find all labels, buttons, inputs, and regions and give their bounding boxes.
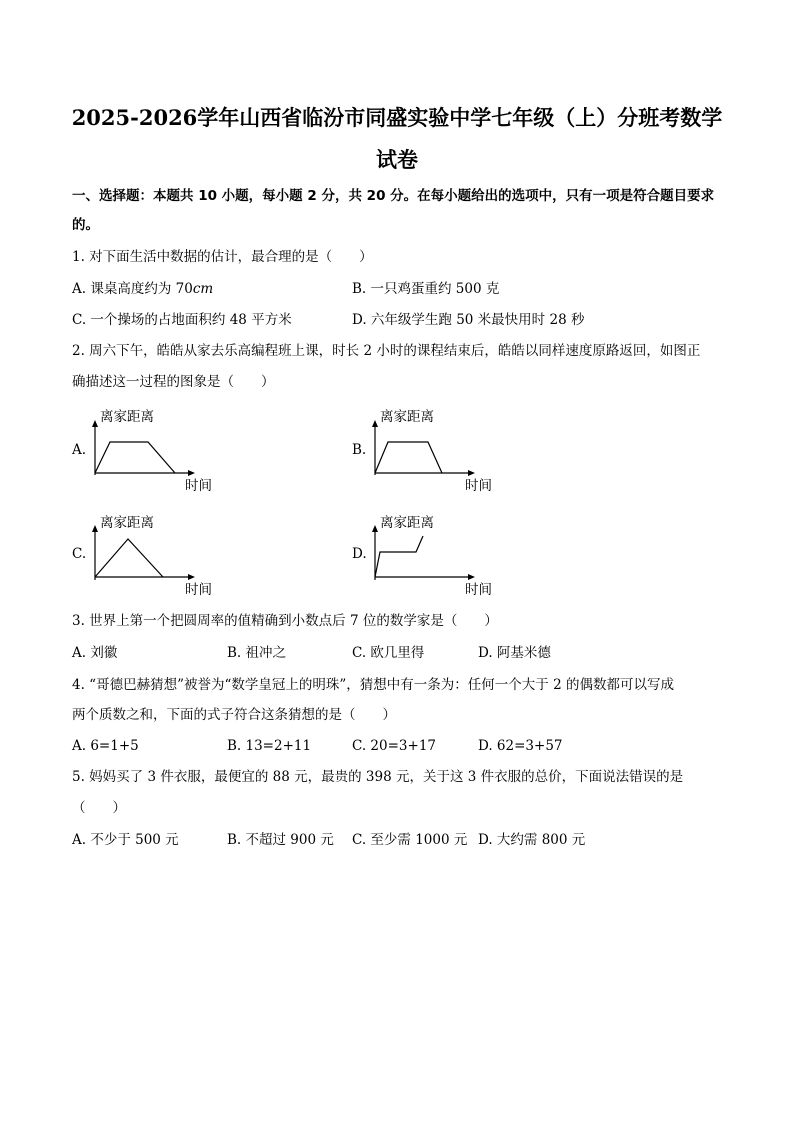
- question-4-stem-line-2: 两个质数之和，下面的式子符合这条猜想的是（ ）: [72, 707, 396, 723]
- question-3-option-c[interactable]: C. 欧几里得: [352, 645, 425, 661]
- question-4-option-a[interactable]: A. 6=1+5: [72, 738, 139, 754]
- graph-d-curve: [375, 536, 423, 577]
- graph-b-letter[interactable]: B.: [352, 442, 367, 458]
- graph-a-x-arrow-icon: [188, 470, 195, 476]
- graph-c-y-arrow-icon: [92, 525, 98, 532]
- graph-b-y-arrow-icon: [372, 420, 378, 427]
- graph-b-curve: [375, 442, 442, 473]
- graph-d-letter[interactable]: D.: [352, 546, 367, 562]
- question-5-option-b[interactable]: B. 不超过 900 元: [227, 832, 334, 848]
- page-title-line-2: 试卷: [376, 147, 418, 172]
- question-1-option-a[interactable]: A. 课桌高度约为 70cm: [72, 281, 214, 297]
- question-1-option-c[interactable]: C. 一个操场的占地面积约 48 平方米: [72, 312, 292, 328]
- section-heading: [72, 186, 732, 206]
- question-5-option-c[interactable]: C. 至少需 1000 元: [352, 832, 468, 848]
- graph-c-curve: [95, 539, 163, 577]
- question-5-stem-line-1: 5. 妈妈买了 3 件衣服，最便宜的 88 元，最贵的 398 元，关于这 3 件衣服的总价，下面说法错误的是: [72, 769, 684, 785]
- graph-b[interactable]: [370, 420, 480, 480]
- graph-d-y-arrow-icon: [372, 525, 378, 532]
- graph-d-xlabel: 时间: [465, 582, 492, 598]
- graph-c[interactable]: [90, 525, 200, 585]
- question-1-option-d[interactable]: D. 六年级学生跑 50 米最快用时 28 秒: [352, 312, 585, 328]
- question-4-option-b[interactable]: B. 13=2+11: [227, 738, 312, 754]
- graph-a-xlabel: 时间: [185, 478, 212, 494]
- question-3-stem: 3. 世界上第一个把圆周率的值精确到小数点后 7 位的数学家是（ ）: [72, 613, 498, 629]
- graph-d-x-arrow-icon: [468, 574, 475, 580]
- question-4-option-d[interactable]: D. 62=3+57: [478, 738, 563, 754]
- graph-b-ylabel: 离家距离: [380, 409, 434, 425]
- question-3-option-d[interactable]: D. 阿基米德: [478, 645, 551, 661]
- option-a-unit: cm: [192, 281, 214, 297]
- graph-b-x-arrow-icon: [468, 470, 475, 476]
- graph-a[interactable]: [90, 420, 200, 480]
- question-2-stem-line-2: 确描述这一过程的图象是（ ）: [72, 374, 275, 390]
- graph-a-y-arrow-icon: [92, 420, 98, 427]
- graph-c-ylabel: 离家距离: [100, 515, 154, 531]
- graph-c-x-arrow-icon: [188, 574, 195, 580]
- question-4-option-c[interactable]: C. 20=3+17: [352, 738, 436, 754]
- question-5-stem-line-2: （ ）: [72, 800, 126, 816]
- section-heading-line-2: 的。: [72, 217, 99, 233]
- section-heading-cont: [72, 215, 732, 235]
- question-1-stem: 1. 对下面生活中数据的估计，最合理的是（ ）: [72, 249, 373, 265]
- graph-b-xlabel: 时间: [465, 478, 492, 494]
- graph-a-ylabel: 离家距离: [100, 409, 154, 425]
- question-3-option-b[interactable]: B. 祖冲之: [227, 645, 287, 661]
- graph-a-letter[interactable]: A.: [72, 442, 87, 458]
- graph-c-xlabel: 时间: [185, 582, 212, 598]
- graph-c-letter[interactable]: C.: [72, 546, 87, 562]
- question-5-option-a[interactable]: A. 不少于 500 元: [72, 832, 179, 848]
- page-title-line-1: 2025-2026学年山西省临汾市同盛实验中学七年级（上）分班考数学: [71, 105, 723, 130]
- question-2-stem-line-1: 2. 周六下午，皓皓从家去乐高编程班上课，时长 2 小时的课程结束后，皓皓以同样速度原路返回，如图正: [72, 343, 701, 359]
- question-3-option-a[interactable]: A. 刘徽: [72, 645, 118, 661]
- question-4-stem-line-1: 4. “哥德巴赫猜想”被誉为“数学皇冠上的明珠”，猜想中有一条为：任何一个大于 2 的偶数都可以写成: [72, 677, 674, 693]
- question-1-option-b[interactable]: B. 一只鸡蛋重约 500 克: [352, 281, 500, 297]
- graph-d[interactable]: [370, 525, 480, 585]
- graph-d-ylabel: 离家距离: [380, 515, 434, 531]
- question-5-option-d[interactable]: D. 大约需 800 元: [478, 832, 586, 848]
- graph-a-curve: [95, 442, 175, 473]
- section-heading-line-1: 一、选择题：本题共 10 小题，每小题 2 分，共 20 分。在每小题给出的选项中，只有一项是符合题目要求: [72, 188, 715, 204]
